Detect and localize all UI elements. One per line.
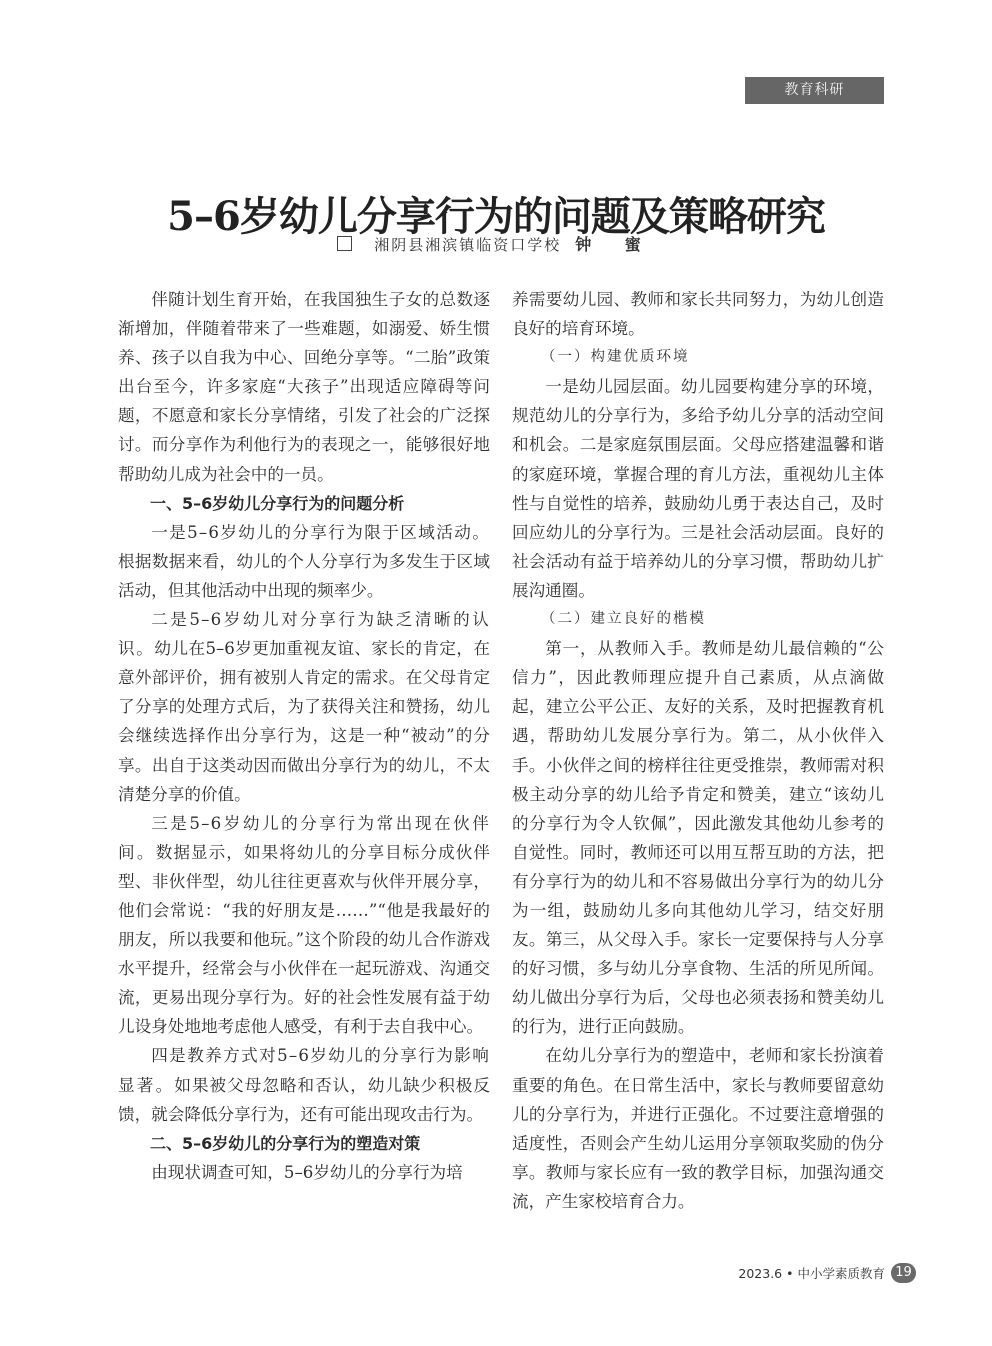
paragraph	[118, 809, 490, 1042]
paragraph: 在幼儿分享行为的塑造中，老师和家长扮演着重要的角色。在日常生活中，家长与教师要留意幼儿的分享行为，并进行正强化。不过要注意增强的适度性，否则会产生幼儿运用分享领取奖励的伪分享。教师与家长应有一致的教学目标，加强沟通交流，产生家校培育合力。	[512, 1046, 884, 1211]
section-heading-1: 一、5–6岁幼儿分享行为的问题分析	[150, 493, 405, 513]
author-school: 湘阴县湘滨镇临资口学校	[374, 236, 562, 254]
paragraph-intro: 伴随计划生育开始，在我国独生子女的总数逐渐增加，伴随着带来了一些难题，如溺爱、娇生惯养、孩子以自我为中心、回绝分享等。“二胎”政策出台至今，许多家庭“大孩子”出现适应障碍等问题，不愿意和家长分享情绪，引发了社会的广泛探讨。而分享作为利他行为的表现之一，能够很好地帮助幼儿成为社会中的一员。	[118, 290, 490, 484]
section-heading-2: 二、5–6岁幼儿的分享行为的塑造对策	[150, 1133, 421, 1153]
separator-dot: •	[786, 1265, 794, 1281]
paragraph-continued: 养需要幼儿园、教师和家长共同努力，为幼儿创造良好的培育环境。	[512, 290, 884, 339]
paragraph-lead: 一是5–6岁幼儿的分享行为限于区域活动。	[151, 522, 490, 542]
paragraph: 一是幼儿园层面。幼儿园要构建分享的环境，规范幼儿的分享行为，多给予幼儿分享的活动空间和机会。二是家庭氛围层面。父母应搭建温馨和谐的家庭环境，掌握合理的育儿方法，重视幼儿主体性与自觉性的培养，鼓励幼儿勇于表达自己，及时回应幼儿的分享行为。三是社会活动层面。良好的社会活动有益于培养幼儿的分享习惯，帮助幼儿扩展沟通圈。	[512, 377, 884, 600]
subsection-heading-2: （二）建立良好的楷模	[541, 611, 706, 628]
page-footer	[738, 1262, 916, 1284]
paragraph-body: 根据数据来看，幼儿的个人分享行为多发生于区域活动，但其他活动中出现的频率少。	[118, 551, 490, 600]
issue-date: 2023.6	[738, 1265, 783, 1281]
left-column	[118, 285, 490, 1187]
paragraph-lead: 二是5–6岁幼儿对分享行为缺乏清晰的认识。	[118, 610, 490, 659]
paragraph-body: 数据显示，如果将幼儿的分享目标分成伙伴型、非伙伴型，幼儿往往更喜欢与伙伴开展分享，他们会常说：“我的好朋友是……”“他是我最好的朋友，所以我要和他玩。”这个阶段的幼儿合作游戏水平提升，经常会与小伙伴在一起玩游戏、沟通交流，更易出现分享行为。好的社会性发展有益于幼儿设身处地地考虑他人感受，有利于去自我中心。	[118, 842, 490, 1037]
paragraph-lead: 四是教养方式对5–6岁幼儿的分享行为影响显著。	[118, 1046, 490, 1095]
box-symbol-icon	[337, 236, 352, 251]
right-column	[512, 285, 884, 1216]
byline	[0, 232, 992, 258]
paragraph	[118, 518, 490, 605]
subsection-heading-1: （一）构建优质环境	[541, 349, 690, 366]
section-tag: 教育科研	[745, 77, 884, 104]
paragraph: 由现状调查可知，5–6岁幼儿的分享行为培	[151, 1162, 463, 1182]
paragraph: 第一，从教师入手。教师是幼儿最信赖的“公信力”，因此教师理应提升自己素质，从点滴做起，建立公平公正、友好的关系，及时把握教育机遇，帮助幼儿发展分享行为。第二，从小伙伴入手。小伙伴之间的榜样往往更受推崇，教师需对积极主动分享的幼儿给予肯定和赞美，建立“该幼儿的分享行为令人钦佩”，因此激发其他幼儿参考的自觉性。同时，教师还可以用互帮互助的方法，把有分享行为的幼儿和不容易做出分享行为的幼儿分为一组，鼓励幼儿多向其他幼儿学习，结交好朋友。第三，从父母入手。家长一定要保持与人分享的好习惯，多与幼儿分享食物、生活的所见所闻。幼儿做出分享行为后，父母也必须表扬和赞美幼儿的行为，进行正向鼓励。	[512, 639, 884, 1037]
paragraph	[118, 1041, 490, 1128]
page-number-badge: 19	[891, 1263, 916, 1283]
paragraph-body: 如果被父母忽略和否认，幼儿缺少积极反馈，就会降低分享行为，还有可能出现攻击行为。	[118, 1075, 490, 1124]
paragraph-lead: 三是5–6岁幼儿的分享行为常出现在伙伴间。	[118, 813, 490, 862]
journal-name: 中小学素质教育	[797, 1266, 885, 1281]
author-name: 钟 蜜	[575, 235, 655, 254]
paragraph-body: 幼儿在5–6岁更加重视友谊、家长的肯定，在意外部评价，拥有被别人肯定的需求。在父母肯定了分享的处理方式后，为了获得关注和赞扬，幼儿会继续选择作出分享行为，这是一种“被动”的分享。出自于这类动因而做出分享行为的幼儿，不太清楚分享的价值。	[118, 639, 490, 804]
paragraph	[118, 605, 490, 809]
article-title: 5–6岁幼儿分享行为的问题及策略研究	[167, 192, 825, 240]
